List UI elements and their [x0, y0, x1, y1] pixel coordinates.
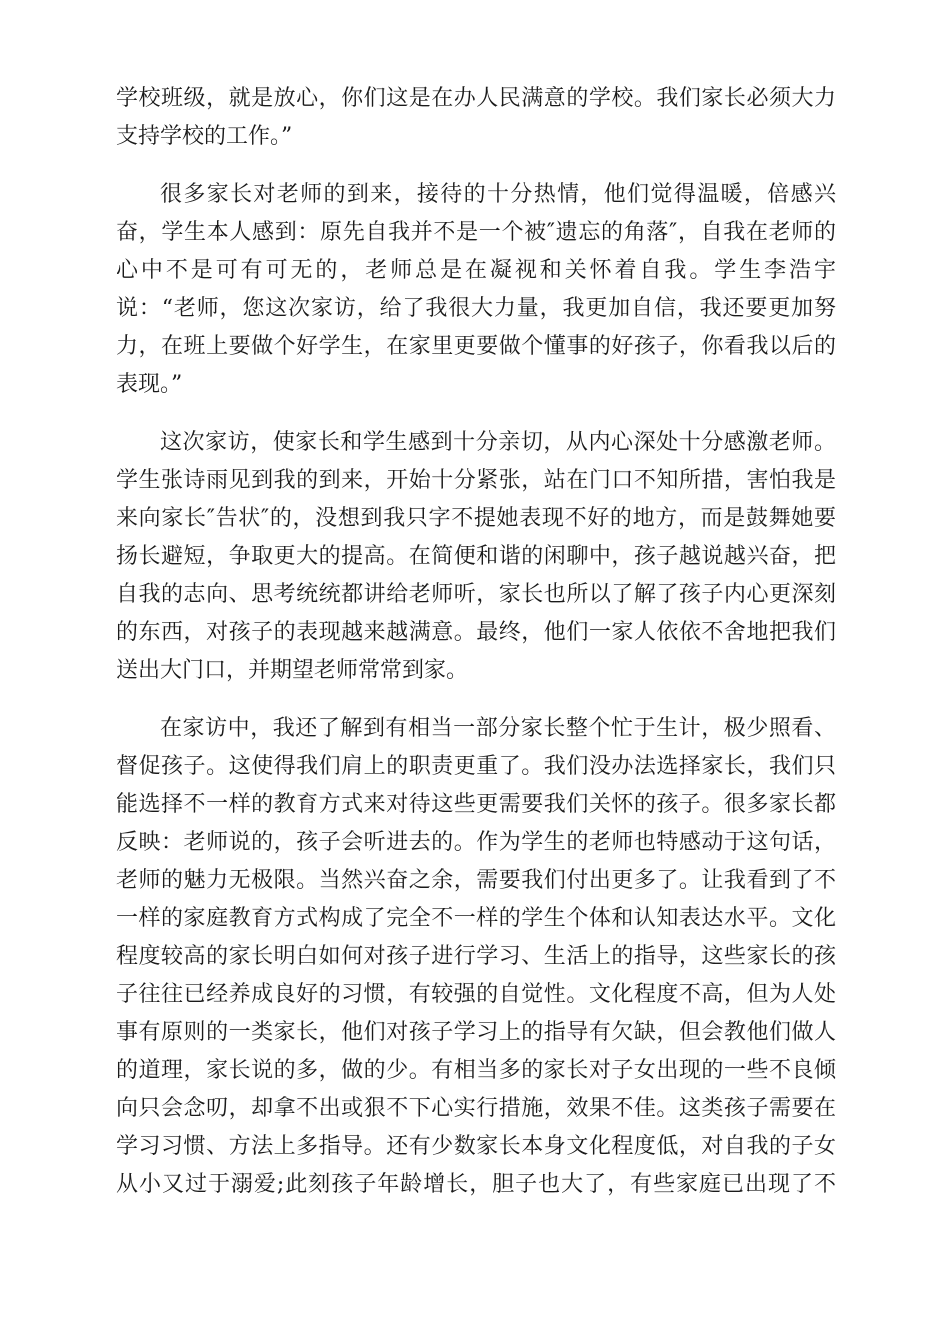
text-line: 学生张诗雨见到我的到来，开始十分紧张，站在门口不知所措，害怕我是: [116, 468, 836, 493]
text-line: 一样的家庭教育方式构成了完全不一样的学生个体和认知表达水平。文化: [116, 906, 836, 931]
text-line: 事有原则的一类家长，他们对孩子学习上的指导有欠缺，但会教他们做人: [116, 1020, 836, 1045]
text-line: 老师的魅力无极限。当然兴奋之余，需要我们付出更多了。让我看到了不: [116, 868, 836, 893]
text-line: 说：“老师，您这次家访，给了我很大力量，我更加自信，我还要更加努: [116, 296, 836, 321]
paragraph-3: [116, 424, 836, 690]
text-line: 很多家长对老师的到来，接待的十分热情，他们觉得温暖，倍感兴: [160, 182, 836, 207]
text-line: 支持学校的工作。”: [116, 124, 293, 149]
text-line: 自我的志向、思考统统都讲给老师听，家长也所以了解了孩子内心更深刻: [116, 582, 836, 607]
text-line: 督促孩子。这使得我们肩上的职责更重了。我们没办法选择家长，我们只: [116, 754, 836, 779]
text-line: 的道理，家长说的多，做的少。有相当多的家长对子女出现的一些不良倾: [116, 1058, 836, 1083]
text-line: 这次家访，使家长和学生感到十分亲切，从内心深处十分感激老师。: [160, 430, 836, 455]
paragraph-1: [116, 80, 836, 156]
text-line: 的东西，对孩子的表现越来越满意。最终，他们一家人依依不舍地把我们: [116, 620, 836, 645]
text-line: 子往往已经养成良好的习惯，有较强的自觉性。文化程度不高，但为人处: [116, 982, 836, 1007]
paragraph-2: [116, 176, 836, 404]
text-line: 来向家长″告状″的，没想到我只字不提她表现不好的地方，而是鼓舞她要: [116, 506, 836, 531]
text-line: 力，在班上要做个好学生，在家里更要做个懂事的好孩子，你看我以后的: [116, 334, 836, 359]
text-line: 能选择不一样的教育方式来对待这些更需要我们关怀的孩子。很多家长都: [116, 792, 836, 817]
text-line: 心中不是可有可无的，老师总是在凝视和关怀着自我。学生李浩宇: [116, 258, 836, 283]
document-body: [116, 80, 836, 1224]
text-line: 在家访中，我还了解到有相当一部分家长整个忙于生计，极少照看、: [160, 716, 836, 741]
text-line: 程度较高的家长明白如何对孩子进行学习、生活上的指导，这些家长的孩: [116, 944, 836, 969]
paragraph-4: [116, 710, 836, 1204]
text-line: 奋，学生本人感到：原先自我并不是一个被″遗忘的角落″，自我在老师的: [116, 220, 836, 245]
text-line: 学校班级，就是放心，你们这是在办人民满意的学校。我们家长必须大力: [116, 86, 836, 111]
text-line: 表现。”: [116, 372, 183, 397]
text-line: 送出大门口，并期望老师常常到家。: [116, 658, 469, 683]
text-line: 从小又过于溺爱;此刻孩子年龄增长，胆子也大了，有些家庭已出现了不: [116, 1172, 836, 1197]
text-line: 扬长避短，争取更大的提高。在简便和谐的闲聊中，孩子越说越兴奋，把: [116, 544, 836, 569]
text-line: 向只会念叨，却拿不出或狠不下心实行措施，效果不佳。这类孩子需要在: [116, 1096, 836, 1121]
text-line: 反映：老师说的，孩子会听进去的。作为学生的老师也特感动于这句话，: [116, 830, 836, 855]
text-line: 学习习惯、方法上多指导。还有少数家长本身文化程度低，对自我的子女: [116, 1134, 836, 1159]
